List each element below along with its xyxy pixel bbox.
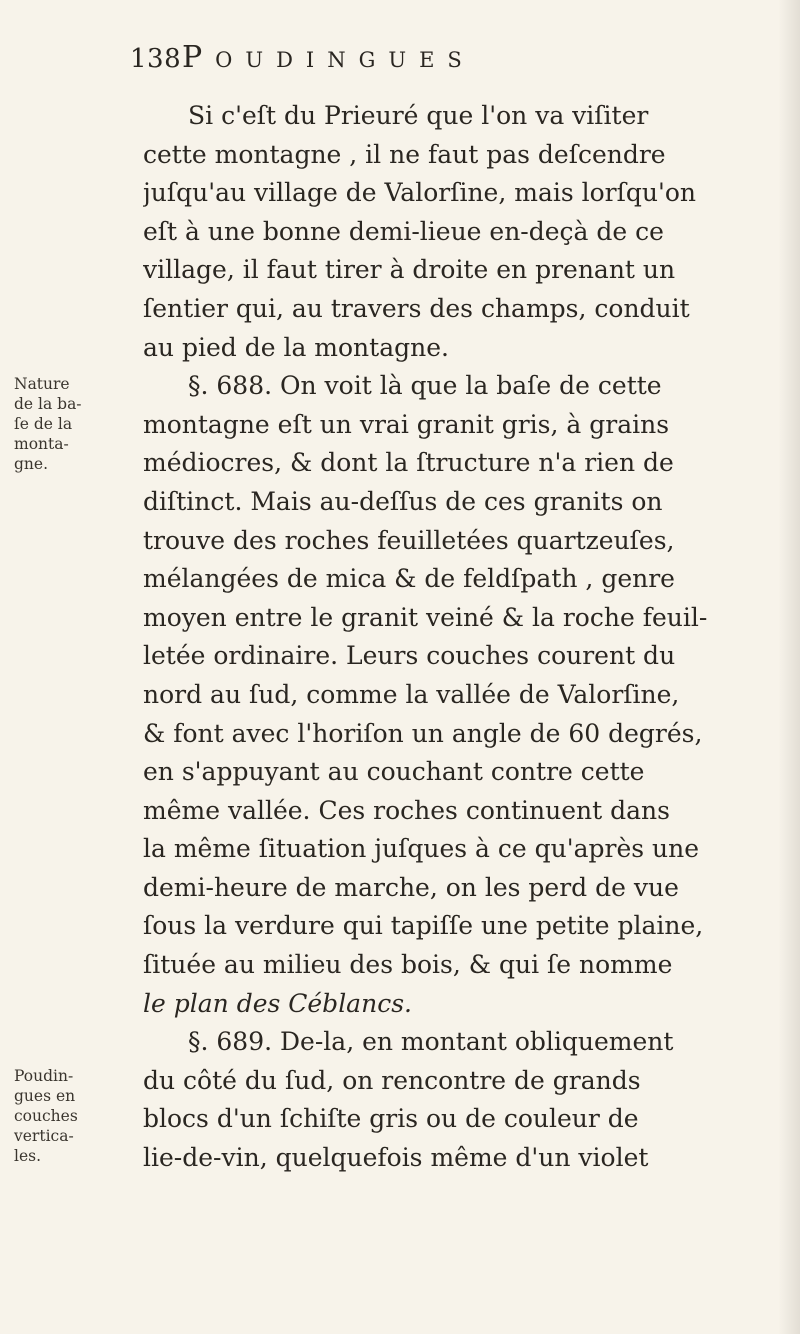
paragraph-line: lie-de-vin, quelquefois même d'un violet	[143, 1143, 649, 1173]
paragraph-line: la même ſituation juſques à ce qu'après une	[143, 834, 700, 864]
paragraph-line: juſqu'au village de Valorſine, mais lorſqu'on	[143, 178, 697, 208]
paragraph-line: §. 688. On voit là que la baſe de cette	[188, 371, 662, 401]
margin-note-line: couches	[14, 1107, 78, 1125]
margin-note-poudingues	[14, 1066, 124, 1166]
paragraph-line: blocs d'un ſchiſte gris ou de couleur de	[143, 1104, 639, 1134]
margin-note-line: gues en	[14, 1087, 76, 1105]
page-edge-shadow	[778, 0, 800, 1334]
paragraph-line: du côté du ſud, on rencontre de grands	[143, 1065, 641, 1095]
paragraph-line: ſous la verdure qui tapiſſe une petite plaine,	[143, 911, 704, 941]
margin-note-line: Poudin-	[14, 1067, 74, 1085]
paragraph-line: nord au ſud, comme la vallée de Valorſine,	[143, 679, 680, 709]
paragraph-line: letée ordinaire. Leurs couches courent du	[143, 641, 676, 671]
margin-note-line: monta-	[14, 435, 69, 453]
margin-note-line: les.	[14, 1147, 42, 1165]
main-text	[143, 97, 763, 1178]
running-title: Poudingues	[182, 40, 475, 75]
paragraph-line: demi-heure de marche, on les perd de vue	[143, 872, 679, 902]
paragraph-line: trouve des roches feuilletées quartzeuſes,	[143, 525, 675, 555]
margin-note-line: de la ba-	[14, 395, 82, 413]
paragraph-line: le plan des Céblancs.	[143, 988, 412, 1018]
paragraph-line: §. 689. De-la, en montant obliquement	[188, 1027, 674, 1057]
page-number: 138	[130, 44, 182, 74]
paragraph-line: au pied de la montagne.	[143, 332, 449, 362]
margin-note-line: vertica-	[14, 1127, 74, 1145]
margin-note-line: ſe de la	[14, 415, 73, 433]
paragraph-line: cette montagne , il ne faut pas deſcendre	[143, 139, 666, 169]
paragraph-line: même vallée. Ces roches continuent dans	[143, 795, 670, 825]
paragraph-line: ſituée au milieu des bois, & qui ſe nomme	[143, 950, 673, 980]
paragraph-line: montagne eſt un vrai granit gris, à grains	[143, 409, 670, 439]
page-header	[130, 40, 650, 84]
paragraph-line: médiocres, & dont la ſtructure n'a rien de	[143, 448, 674, 478]
paragraph-line: mélangées de mica & de feldſpath , genre	[143, 564, 675, 594]
paragraph-line: en s'appuyant au couchant contre cette	[143, 757, 645, 787]
paragraph-line: Si c'eſt du Prieuré que l'on va viſiter	[188, 101, 649, 130]
margin-note-nature	[14, 374, 124, 474]
paragraph-line: diſtinct. Mais au-deſſus de ces granits on	[143, 486, 663, 516]
paragraph-line: ſentier qui, au travers des champs, conduit	[143, 293, 690, 323]
paragraph-line: village, il faut tirer à droite en prenant un	[143, 255, 676, 285]
margin-note-line: gne.	[14, 455, 49, 473]
paragraph-line: & font avec l'horiſon un angle de 60 degrés,	[143, 718, 703, 748]
margin-note-line: Nature	[14, 375, 70, 393]
paragraph-line: moyen entre le granit veiné & la roche feuil-	[143, 602, 708, 632]
paragraph-line: eſt à une bonne demi-lieue en-deçà de ce	[143, 216, 664, 246]
